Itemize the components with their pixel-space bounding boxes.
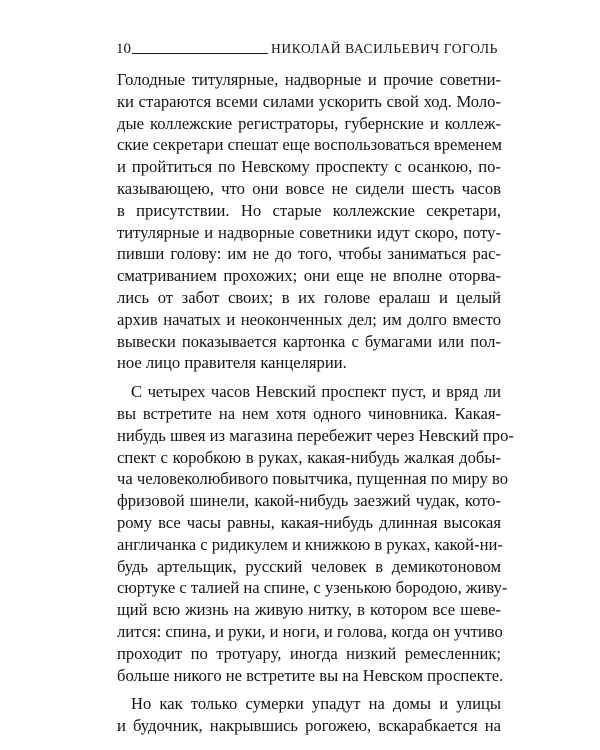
running-head — [116, 38, 498, 58]
body-text — [117, 69, 514, 737]
text-line: дые коллежские регистраторы, губернские и коллеж- — [117, 113, 501, 133]
text-line: Но как только сумерки упадут на домы и улицы — [131, 694, 501, 714]
text-line: ное лицо правителя канцелярии. — [117, 353, 347, 373]
text-line: нибудь швея из магазина перебежит через Невский про- — [117, 425, 514, 445]
text-line: фризовой шинели, какой-нибудь заезжий чудак, кото- — [117, 491, 501, 511]
text-line: ча человеколюбивого повытчика, пущенная по миру во — [117, 469, 508, 489]
text-line: сюртуке с талией на спине, с узенькою бородою, живу- — [117, 578, 508, 598]
text-line: будь артельщик, русский человек в демикотоновом — [117, 556, 501, 576]
paragraph-2 — [117, 381, 514, 686]
text-line: больше никого не встретите вы на Невском проспекте. — [117, 665, 504, 685]
text-line: вы встретите на нем хотя одного чиновника. Какая- — [117, 403, 501, 423]
text-line: щий всю жизнь на живую нитку, в котором все шеве- — [117, 600, 501, 620]
text-line: архив начатых и неоконченных дел; им долго вместо — [117, 309, 501, 329]
text-line: и будочник, накрывшись рогожею, вскарабкается на — [117, 716, 501, 736]
author-name: НИКОЛАЙ ВАСИЛЬЕВИЧ ГОГОЛЬ — [271, 41, 498, 56]
text-line: ские секретари спешат еще воспользоваться временем — [117, 135, 502, 155]
text-line: сматриванием прохожих; они еще не вполне оторва- — [117, 266, 501, 286]
text-line: рому все часы равны, какая-нибудь длинная высокая — [117, 512, 501, 532]
text-line: Голодные титулярные, надворные и прочие советни- — [117, 70, 501, 89]
text-line: лись от забот своих; в их голове ералаш и целый — [117, 287, 501, 307]
header-rule — [132, 53, 268, 54]
paragraph-gap — [117, 374, 501, 381]
text-line: лится: спина, и руки, и ноги, и голова, когда он учтиво — [117, 621, 503, 641]
text-line: вывески показывается картонка с бумагами или пол- — [117, 331, 501, 351]
text-line: спект с коробкою в руках, какая-нибудь жалкая добы- — [117, 447, 501, 467]
page-number: 10 — [116, 41, 131, 57]
text-line: казывающею, что они вовсе не сидели шесть часов — [117, 178, 501, 198]
text-line: титулярные и надворные советники идут скоро, поту- — [117, 222, 501, 242]
text-line: ки стараются всеми силами ускорить свой ход. Моло- — [117, 91, 501, 111]
text-line: англичанка с ридикулем и книжкою в руках, какой-ни- — [117, 534, 503, 554]
paragraph-3 — [117, 693, 501, 737]
text-line: и пройтиться по Невскому проспекту с осанкою, по- — [117, 157, 501, 177]
text-line: С четырех часов Невский проспект пуст, и вряд ли — [131, 382, 501, 402]
text-line: проходит по тротуару, иногда низкий ремесленник; — [117, 643, 501, 663]
text-line: пивши голову: им не до того, чтобы заниматься рас- — [117, 244, 501, 264]
paragraph-1 — [117, 69, 501, 374]
text-line: в присутствии. Но старые коллежские секретари, — [117, 200, 501, 220]
paragraph-gap — [117, 686, 501, 693]
